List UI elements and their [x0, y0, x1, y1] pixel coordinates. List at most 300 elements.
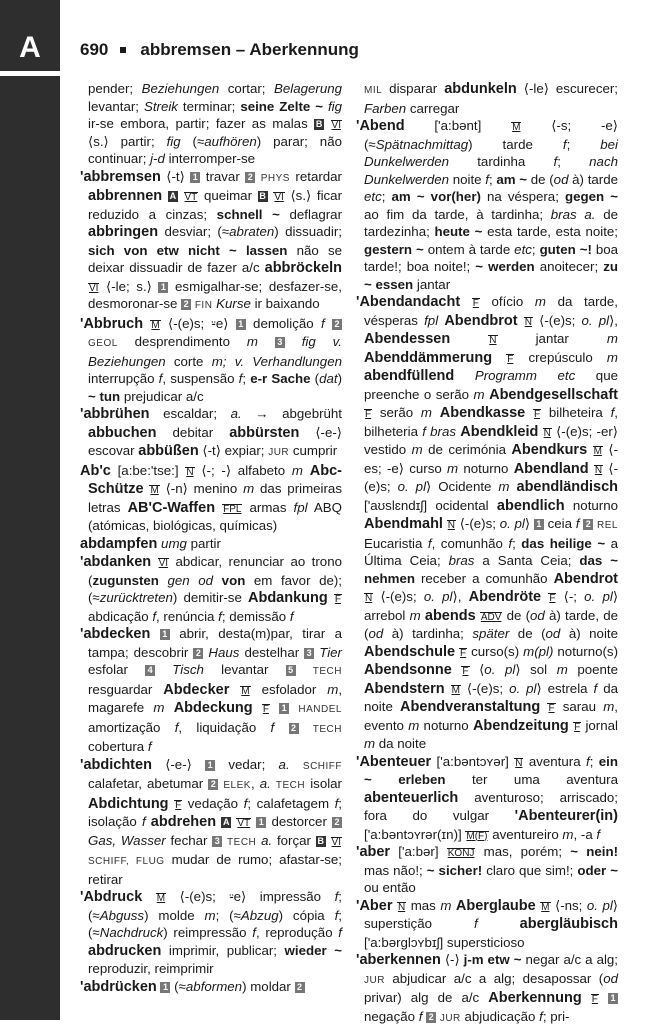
definition-text: mudar de rumo; afastar-se; retirar	[88, 852, 343, 887]
headword: Abendgesellschaft	[489, 386, 619, 403]
definition-text: ['a:bər]	[390, 844, 447, 859]
sense-number: 1	[205, 760, 215, 771]
grammar-tag: N	[515, 757, 523, 769]
definition-text: ['a:bərglɔʏbɪʃ] supersticioso	[364, 934, 525, 950]
definition-text: ⟨-t⟩	[160, 168, 191, 184]
definition-text: , liquidação	[178, 719, 271, 735]
phrase: seine Zelte ~	[240, 98, 323, 114]
section-letter: A	[169, 191, 177, 201]
italic-label: etc	[514, 241, 532, 257]
sense-number: 3	[304, 648, 314, 659]
definition-text: na véspera;	[480, 189, 565, 204]
definition-text: ontem à tarde	[423, 241, 515, 257]
italic-label: dat	[319, 371, 338, 386]
grammar-tag: M(F)	[466, 830, 488, 842]
definition-text: debitar	[156, 424, 230, 440]
grammar-tag: N	[365, 593, 373, 604]
sense-number: 1	[608, 993, 618, 1004]
headword: Abendkurs	[511, 442, 588, 458]
italic-label: f	[174, 719, 179, 735]
italic-label: umg	[161, 535, 187, 551]
headword: 'abdichten	[80, 756, 152, 773]
definition-text: de (	[527, 171, 554, 187]
headword: Abendröte	[468, 589, 542, 605]
definition-text: ⟨s.⟩ partir;	[88, 133, 167, 149]
italic-label: f	[334, 795, 339, 811]
domain-label: JUR	[268, 447, 290, 458]
definition-text: → abgebrüht	[241, 406, 342, 421]
definition-text: ; (≈	[215, 907, 241, 923]
grammar-tag: VT	[237, 818, 251, 829]
grammar-tag: F	[549, 593, 556, 604]
headword: Abendsonne	[364, 662, 452, 678]
headword: Abendzeitung	[472, 717, 569, 734]
definition-text: negar a/c a alg;	[521, 952, 619, 967]
domain-label: PHYS	[260, 172, 290, 184]
entry-continuation	[356, 80, 618, 117]
definition-text	[452, 662, 462, 677]
right-column	[356, 80, 618, 1027]
sense-number: 2	[426, 1012, 436, 1023]
italic-label: fpl	[293, 499, 308, 515]
italic-label: m	[327, 681, 339, 697]
definition-text: ⟨-(e)s;	[460, 680, 510, 696]
definition-text: cobertura	[88, 739, 148, 754]
headword: abbrennen	[88, 188, 163, 204]
definition-text: negação	[364, 1008, 419, 1024]
italic-label: f	[152, 608, 157, 624]
headword: 'aberkennen	[356, 952, 441, 968]
definition-text: ; (≈	[88, 907, 342, 940]
sense-number: 3	[212, 836, 222, 847]
domain-label: HANDEL	[298, 704, 342, 715]
definition-text: mas	[406, 897, 441, 913]
italic-label: f	[596, 826, 601, 842]
italic-label: m	[440, 897, 452, 913]
italic-label: Abzug	[240, 907, 279, 923]
definition-text: esmigalhar-se; desfazer-se, desmoronar-se	[88, 278, 342, 311]
definition-text: ;	[589, 753, 599, 769]
definition-text: esta tarde, esta noite;	[482, 224, 618, 239]
italic-label: f	[158, 371, 163, 386]
definition-text: ⟩	[524, 516, 534, 531]
definition-text: ⟩ arrebol	[364, 589, 619, 623]
phrase: ~ sicher!	[426, 862, 483, 878]
italic-label: f	[427, 535, 432, 551]
definition-text: ; pri-	[542, 1008, 570, 1024]
phrase: von	[221, 572, 246, 588]
definition-text: ;	[512, 535, 522, 551]
thumb-index-letter: A	[19, 31, 41, 64]
grammar-tag: N	[489, 335, 497, 346]
grammar-tag: F	[591, 994, 598, 1005]
italic-label: m	[556, 662, 568, 677]
definition-text: cumprir	[289, 443, 338, 458]
definition-text: ceia	[543, 516, 576, 531]
definition-text: bilheteira	[541, 405, 611, 420]
definition-text: ir baixando	[250, 296, 320, 311]
definition-text: ) cópia	[278, 907, 335, 923]
definition-text: Eucaristia	[364, 535, 428, 551]
italic-label: f	[593, 680, 598, 696]
italic-label: m	[364, 736, 376, 751]
thumb-index-tab	[0, 0, 60, 71]
domain-label: TECH	[275, 780, 306, 791]
definition-text: receber a comunhão	[414, 570, 554, 586]
italic-label: etc	[364, 189, 382, 204]
grammar-tag: N	[594, 464, 603, 476]
definition-text: ['a:bəntɔʏrər(ɪn)]	[364, 826, 466, 842]
italic-label: später	[472, 626, 510, 641]
phrase: guten ~!	[539, 241, 592, 257]
definition-text: retardar	[289, 168, 342, 184]
grammar-tag: F	[334, 594, 342, 605]
sense-number: 2	[245, 172, 255, 183]
definition-text: ⟨s.⟩ ficar reduzido a cinzas;	[88, 188, 342, 222]
phrase: sich von etw nicht ~ lassen	[88, 242, 288, 258]
definition-text	[454, 368, 475, 383]
headword: abdrucken	[88, 942, 162, 959]
definition-text: aventureiro	[488, 826, 563, 842]
definition-text: imprimir, publicar;	[161, 942, 285, 958]
definition-text: abjudicação	[460, 1008, 540, 1024]
sense-number: 1	[190, 172, 200, 183]
definition-text	[142, 889, 156, 904]
definition-text: destelhar	[239, 644, 305, 660]
italic-label: o. pl	[397, 479, 427, 494]
grammar-tag: F	[472, 298, 479, 309]
italic-label: fig	[166, 133, 181, 149]
definition-text	[143, 316, 150, 331]
definition-text: ter uma aventura	[445, 772, 618, 787]
headword: abendlich	[496, 497, 565, 514]
sense-number: 3	[275, 337, 285, 348]
italic-label: Streik	[143, 98, 178, 114]
grammar-tag: M	[512, 122, 521, 133]
italic-label: od	[603, 970, 618, 986]
definition-text	[253, 700, 262, 715]
sense-number: 1	[160, 982, 170, 993]
phrase: schnell ~	[216, 206, 280, 222]
grammar-tag: M	[150, 485, 159, 496]
italic-label: f	[252, 925, 256, 940]
definition-text: , -a	[573, 826, 597, 842]
domain-label: REL	[597, 520, 618, 531]
grammar-tag: VI	[274, 192, 284, 203]
domain-label: TECH	[227, 836, 257, 848]
dictionary-entry	[356, 117, 618, 293]
definition-text: anoitecer;	[534, 259, 604, 274]
headword: abendländisch	[516, 479, 619, 495]
definition-text	[215, 500, 222, 515]
headword: Abendbrot	[444, 312, 518, 329]
section-letter: A	[222, 817, 230, 827]
headword: 'abdecken	[80, 626, 151, 642]
definition-text: ⟨-(e)s; ⸚e⟩ impressão	[166, 889, 335, 904]
italic-label: a.	[261, 832, 273, 848]
definition-text: da noite	[375, 736, 427, 751]
definition-text: ) parar; não continuar;	[88, 133, 342, 166]
phrase: ~ nein!	[570, 844, 619, 859]
definition-text: escaldar;	[149, 406, 231, 421]
definition-text	[285, 334, 302, 349]
grammar-tag: M	[593, 446, 602, 457]
definition-text: terminar;	[177, 98, 241, 114]
definition-text: levantar;	[88, 98, 144, 114]
italic-label: bei Dunkelwerden	[364, 136, 618, 169]
bullet-square-icon	[120, 47, 126, 53]
italic-label: abformen	[185, 978, 243, 994]
definition-text	[492, 350, 506, 365]
grammar-tag: VI	[331, 836, 341, 848]
dictionary-entry	[356, 753, 618, 844]
italic-label: Farben	[364, 100, 407, 116]
definition-text: (≈	[170, 978, 186, 994]
sense-number: 2	[289, 723, 299, 734]
headword: abdampfen	[80, 535, 158, 552]
sense-number: 2	[583, 519, 593, 530]
definition-text: ⟨-le; s.⟩	[99, 278, 159, 294]
definition-text: ⟩ estrela	[536, 680, 594, 696]
italic-label: m	[606, 331, 618, 346]
italic-label: zurücktreten	[99, 590, 173, 605]
definition-text: ⟨-s; -e⟩ (≈	[364, 118, 618, 152]
grammar-tag: N	[397, 901, 406, 913]
phrase: j-m etw ~	[463, 952, 522, 967]
italic-label: f	[485, 171, 489, 187]
definition-text	[582, 990, 591, 1005]
definition-text: ou então	[364, 880, 416, 895]
italic-label: m	[534, 294, 546, 309]
definition-text: ⟨-ns;	[550, 897, 587, 913]
definition-text: ⟨-;	[556, 589, 585, 604]
dictionary-entry	[80, 315, 342, 406]
phrase: heute ~	[434, 224, 483, 239]
italic-label: od	[368, 626, 384, 641]
definition-text	[274, 720, 288, 735]
headword: abendfüllend	[364, 368, 455, 384]
phrase: zugunsten	[92, 572, 159, 588]
italic-label: m	[408, 717, 420, 733]
phrase: e-r Sache	[250, 371, 311, 386]
definition-text: , bilheteria	[364, 405, 618, 439]
italic-label: gen od	[167, 572, 214, 588]
definition-text: à) tarde, de (	[364, 607, 619, 641]
grammar-tag: KONJ	[447, 848, 475, 859]
italic-label: o. pl	[499, 516, 525, 531]
definition-text: ⟨-(e)s; -er⟩ vestido	[364, 423, 618, 457]
domain-label: TECH	[312, 666, 343, 677]
definition-text: esfolar	[88, 662, 146, 677]
thumb-index-bar	[0, 76, 60, 1020]
definition-text: ofício	[479, 294, 535, 309]
definition-text: cortar;	[219, 81, 274, 96]
phrase: das heilige ~	[521, 535, 606, 551]
italic-label: m	[153, 700, 165, 715]
definition-text: ) moldar	[242, 978, 295, 994]
definition-text: destorcer	[266, 814, 333, 829]
headword: Abendessen	[364, 331, 451, 347]
italic-label: f	[338, 925, 342, 940]
definition-text: ;	[531, 241, 540, 257]
domain-label: SCHIFF	[302, 760, 343, 772]
italic-label: o. pl	[423, 589, 453, 604]
guide-words: abbremsen – Aberkennung	[140, 40, 359, 59]
headword: abdunkeln	[444, 81, 517, 97]
definition-text: abjudicar a/c a alg; desapossar (	[384, 970, 604, 986]
definition-text: que preenche o serão	[364, 368, 618, 402]
grammar-tag: FPL	[223, 503, 242, 515]
italic-label: a.	[230, 406, 242, 421]
definition-text: , comunhão	[431, 535, 509, 551]
headword: Aberglaube	[455, 897, 536, 914]
italic-label: f	[585, 753, 590, 769]
italic-label: abraten	[229, 224, 275, 239]
definition-text: abrir, desta(m)par, tirar a tampa; descobrir	[88, 626, 342, 660]
definition-text: mas, porém;	[475, 844, 571, 859]
definition-text: ⟨-(e)s;	[364, 460, 618, 494]
definition-text: sarau	[555, 699, 604, 714]
headword: 'Abendandacht	[356, 294, 461, 310]
headword: Abdecker	[163, 681, 230, 698]
italic-label: f	[320, 315, 325, 331]
headword: Abendrot	[553, 570, 618, 587]
grammar-tag: VI	[89, 282, 99, 294]
definition-text: à) tarde	[568, 171, 618, 187]
definition-text: , suspensão	[162, 371, 239, 386]
sense-number: 2	[332, 817, 342, 828]
section-letter: B	[317, 835, 324, 846]
definition-text: ;	[381, 189, 392, 204]
definition-text	[541, 589, 548, 604]
definition-text: carregar	[406, 100, 460, 116]
italic-label: od	[553, 171, 569, 187]
italic-label: Tisch	[172, 662, 204, 677]
definition-text: ABQ (atómicas, biológicas, químicas)	[88, 499, 342, 533]
italic-label: f	[147, 739, 152, 754]
dictionary-entry	[356, 897, 618, 952]
grammar-tag: F	[533, 409, 541, 420]
definition-text: ⟨-e-⟩	[151, 756, 206, 772]
italic-label: f	[539, 1008, 543, 1024]
italic-label: a.	[259, 776, 271, 791]
italic-label: o. pl	[484, 662, 516, 677]
definition-text: de cerimónia	[422, 442, 512, 457]
phrase: zu ~ essen	[364, 259, 618, 292]
definition-text: em favor de); (≈	[88, 572, 343, 605]
headword: 'Abenteurer(in)	[514, 808, 618, 824]
italic-label: Spätnachmittag	[375, 136, 469, 152]
headword: Abendland	[513, 460, 589, 477]
italic-label: f	[553, 154, 558, 169]
phrase: gegen ~	[564, 189, 618, 204]
definition-text: ⟨-(e)s; ⸚e⟩	[160, 315, 236, 331]
definition-text	[164, 700, 173, 715]
definition-text: amortização	[88, 719, 175, 735]
sense-number: 2	[193, 648, 203, 659]
definition-text: ⟩ superstição	[364, 897, 618, 931]
grammar-tag: N	[186, 466, 194, 478]
definition-text: não se deixar dissuadir de fazer a/c	[88, 242, 342, 275]
definition-text: noturno(s)	[553, 643, 618, 659]
headword: abergläubisch	[519, 916, 618, 932]
grammar-tag: VT	[184, 192, 198, 203]
sense-number: 2	[181, 299, 191, 310]
dictionary-entry	[80, 535, 342, 554]
definition-text: ⟨-es; -e⟩ curso	[364, 442, 619, 476]
definition-text	[325, 316, 332, 331]
definition-text: ⟨-le⟩ escurecer;	[516, 81, 618, 96]
definition-text	[525, 405, 533, 420]
headword: Abdichtung	[88, 795, 169, 812]
definition-text: da tarde, vésperas	[364, 294, 619, 328]
italic-label: Belagerung	[273, 81, 343, 96]
headword: abbröckeln	[264, 260, 342, 276]
italic-label: m	[409, 607, 421, 623]
sense-number: 1	[158, 282, 168, 293]
definition-text: aventuroso; arriscado; fora do vulgar	[364, 789, 618, 823]
domain-label: JUR	[439, 1012, 461, 1024]
italic-label: fig v. Beziehungen	[88, 334, 343, 369]
grammar-tag: F	[460, 647, 467, 659]
italic-label: o. pl	[584, 589, 613, 604]
definition-text	[296, 662, 313, 677]
definition-text: ⟨-⟩	[440, 952, 464, 967]
grammar-tag: M	[241, 685, 250, 697]
italic-label: fig	[327, 98, 342, 114]
italic-label: Nachdruck	[99, 925, 164, 940]
italic-label: od	[530, 607, 545, 623]
grammar-tag: VI	[331, 120, 341, 131]
definition-text: prejudicar a/c	[120, 388, 204, 404]
definition-text: queimar	[198, 188, 258, 203]
definition-text: travar	[200, 168, 246, 184]
definition-text: abdicar, renunciar ao trono (	[88, 554, 342, 588]
definition-text: ['a:bəntɔʏər]	[431, 753, 515, 769]
definition-text: , reprodução	[255, 925, 339, 940]
headword: 'abbrühen	[80, 406, 150, 422]
definition-text: privar) alg de a/c	[364, 990, 489, 1005]
grammar-tag: M	[541, 901, 550, 913]
italic-label: Beziehungen	[141, 81, 220, 96]
definition-text: ) molde	[144, 907, 205, 923]
sense-number: 1	[279, 703, 289, 714]
definition-text: ;	[242, 371, 251, 386]
grammar-tag: F	[175, 799, 182, 811]
definition-text: ⟩ Ocidente	[426, 479, 499, 494]
page-header	[80, 38, 359, 62]
definition-text: jornal	[581, 717, 618, 733]
headword: Abc-Schütze	[88, 462, 342, 497]
definition-text: ⟨	[469, 662, 485, 677]
headword: Abenddämmerung	[364, 349, 493, 366]
definition-text: ;	[488, 171, 497, 187]
italic-label: m	[246, 334, 258, 349]
definition-text	[229, 682, 240, 697]
definition-text: esfolador	[250, 681, 328, 697]
italic-label: m	[473, 386, 485, 402]
phrase: oder ~	[577, 862, 618, 878]
definition-text: ; isolação	[88, 795, 342, 829]
definition-text: ;	[557, 154, 590, 169]
italic-label: m	[447, 460, 459, 476]
definition-text	[303, 463, 310, 478]
domain-label: TECH	[312, 723, 343, 735]
italic-label: m	[562, 826, 574, 842]
italic-label: m	[603, 699, 615, 714]
italic-label: f	[418, 1008, 423, 1024]
definition-text: fechar	[165, 832, 213, 848]
